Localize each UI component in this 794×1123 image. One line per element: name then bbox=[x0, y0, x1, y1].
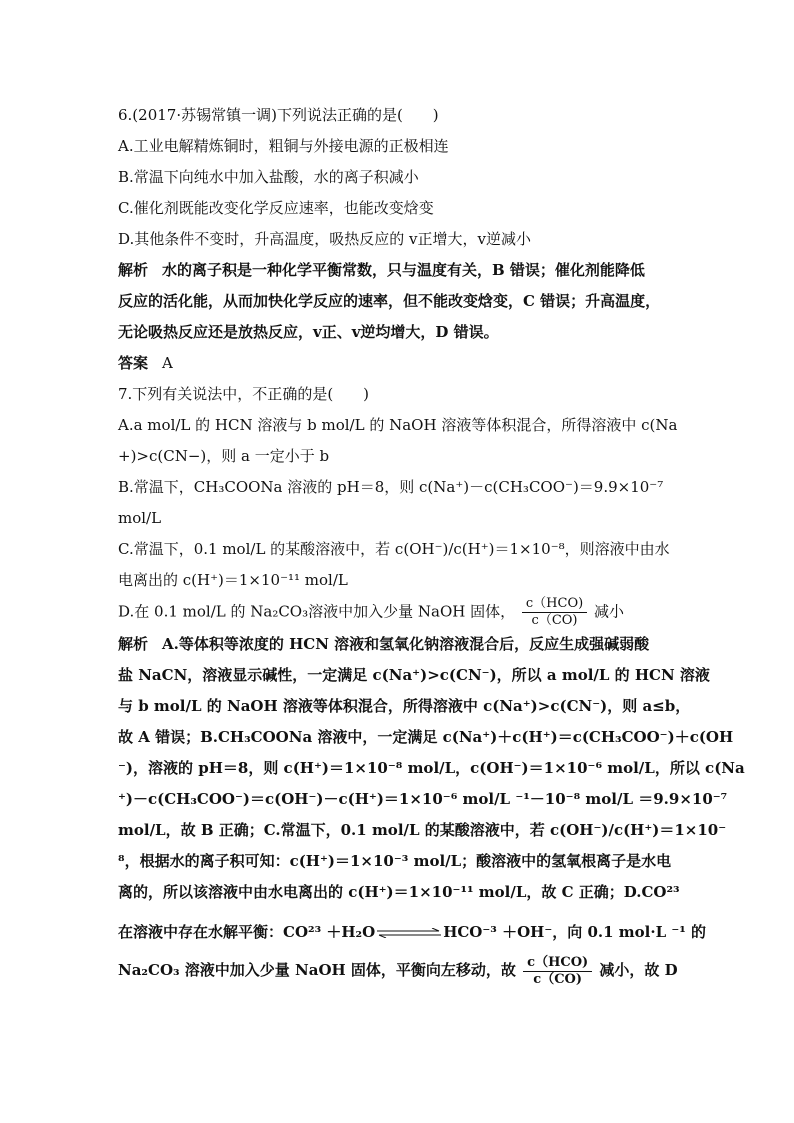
q7-analysis-line-4: 故 A 错误；B.CH₃COONa 溶液中，一定满足 c(Na⁺)＋c(H⁺)＝c(CH₃COO⁻)＋c(OH bbox=[118, 728, 734, 746]
q7-analysis-line-6: ⁺)－c(CH₃COO⁻)＝c(OH⁻)－c(H⁺)＝1×10⁻⁶ mol/L ⁻¹－10⁻⁸ mol/L ＝9.9×10⁻⁷ bbox=[118, 790, 728, 808]
fraction-denominator: c（CO) bbox=[533, 971, 583, 987]
q6-analysis-label: 解析 bbox=[118, 261, 149, 279]
q6-option-a: A.工业电解精炼铜时，粗铜与外接电源的正极相连 bbox=[118, 137, 449, 155]
q6-analysis-line-1 bbox=[118, 255, 678, 286]
equation-left: 在溶液中存在水解平衡：CO²³ ＋H₂O bbox=[118, 923, 376, 941]
q7-analysis-line-7: mol/L，故 B 正确；C.常温下，0.1 mol/L 的某酸溶液中，若 c(OH⁻)/c(H⁺)＝1×10⁻ bbox=[118, 821, 727, 839]
q6-analysis-line-3: 无论吸热反应还是放热反应，v正、v逆均增大，D 错误。 bbox=[118, 323, 499, 341]
q7-line-5: C.常温下，0.1 mol/L 的某酸溶液中，若 c(OH⁻)/c(H⁺)＝1×10⁻⁸，则溶液中由水 bbox=[118, 540, 670, 558]
q6-option-b: B.常温下向纯水中加入盐酸，水的离子积减小 bbox=[118, 168, 419, 186]
q7-analysis-text-1: A.等体积等浓度的 HCN 溶液和氢氧化钠溶液混合后，反应生成强碱弱酸 bbox=[162, 635, 650, 653]
q6-answer-value: A bbox=[162, 354, 173, 372]
fraction-denominator: c（CO) bbox=[531, 613, 578, 628]
q7-option-d bbox=[118, 596, 678, 629]
q7-analysis-line-9: 离的，所以该溶液中由水电离出的 c(H⁺)＝1×10⁻¹¹ mol/L，故 C 正确；D.CO²³ bbox=[118, 883, 680, 901]
last-fraction bbox=[523, 955, 592, 988]
q7-line-4: mol/L bbox=[118, 509, 162, 527]
document-page bbox=[118, 100, 745, 990]
q7-line-1: A.a mol/L 的 HCN 溶液与 b mol/L 的 NaOH 溶液等体积混合，所得溶液中 c(Na bbox=[118, 416, 678, 434]
equation-right: HCO⁻³ ＋OH⁻，向 0.1 mol·L ⁻¹ 的 bbox=[443, 923, 707, 941]
q7-line-6: 电离出的 c(H⁺)＝1×10⁻¹¹ mol/L bbox=[118, 571, 348, 589]
q6-answer bbox=[118, 348, 678, 379]
last-prefix: Na₂CO₃ 溶液中加入少量 NaOH 固体，平衡向左移动，故 bbox=[118, 961, 516, 979]
q7-analysis-line-3: 与 b mol/L 的 NaOH 溶液等体积混合，所得溶液中 c(Na⁺)>c(CN⁻)，则 a≤b， bbox=[118, 697, 691, 715]
fraction-numerator: c（HCO) bbox=[522, 596, 587, 613]
q6-answer-label: 答案 bbox=[118, 354, 149, 372]
q7-analysis-line-5: ⁻)，溶液的 pH＝8，则 c(H⁺)＝1×10⁻⁸ mol/L，c(OH⁻)＝1×10⁻⁶ mol/L，所以 c(Na bbox=[118, 759, 745, 777]
q7-d-suffix: 减小 bbox=[593, 602, 624, 621]
q7-analysis-line-2: 盐 NaCN，溶液显示碱性，一定满足 c(Na⁺)>c(CN⁻)，所以 a mol/L 的 HCN 溶液 bbox=[118, 666, 710, 684]
q7-d-prefix: D.在 0.1 mol/L 的 Na₂CO₃溶液中加入少量 NaOH 固体， bbox=[118, 602, 516, 621]
q6-option-d: D.其他条件不变时，升高温度，吸热反应的 v正增大，v逆减小 bbox=[118, 230, 531, 248]
equilibrium-arrow-icon bbox=[377, 928, 441, 938]
q6-analysis-line-2: 反应的活化能，从而加快化学反应的速率，但不能改变焓变，C 错误；升高温度， bbox=[118, 292, 661, 310]
q6-stem: 6.(2017·苏锡常镇一调)下列说法正确的是( ) bbox=[118, 106, 439, 124]
q6-option-c: C.催化剂既能改变化学反应速率，也能改变焓变 bbox=[118, 199, 434, 217]
q7-analysis-last-line bbox=[118, 950, 678, 990]
q7-line-2: +)>c(CN−)，则 a 一定小于 b bbox=[118, 447, 330, 465]
q7-analysis-line-1 bbox=[118, 629, 678, 660]
q7-equilibrium-line bbox=[118, 914, 707, 950]
q7-analysis-line-8: ⁸，根据水的离子积可知：c(H⁺)＝1×10⁻³ mol/L；酸溶液中的氢氧根离子是水电 bbox=[118, 852, 672, 870]
last-suffix: 减小，故 D bbox=[599, 961, 678, 979]
q7-stem: 7.下列有关说法中，不正确的是( ) bbox=[118, 385, 370, 403]
q6-analysis-text-1: 水的离子积是一种化学平衡常数，只与温度有关，B 错误；催化剂能降低 bbox=[162, 261, 645, 279]
q7-line-3: B.常温下，CH₃COONa 溶液的 pH＝8，则 c(Na⁺)－c(CH₃COO⁻)＝9.9×10⁻⁷ bbox=[118, 478, 664, 496]
q7-d-fraction bbox=[522, 596, 587, 629]
fraction-numerator: c（HCO) bbox=[523, 955, 592, 972]
q7-analysis-label: 解析 bbox=[118, 635, 149, 653]
